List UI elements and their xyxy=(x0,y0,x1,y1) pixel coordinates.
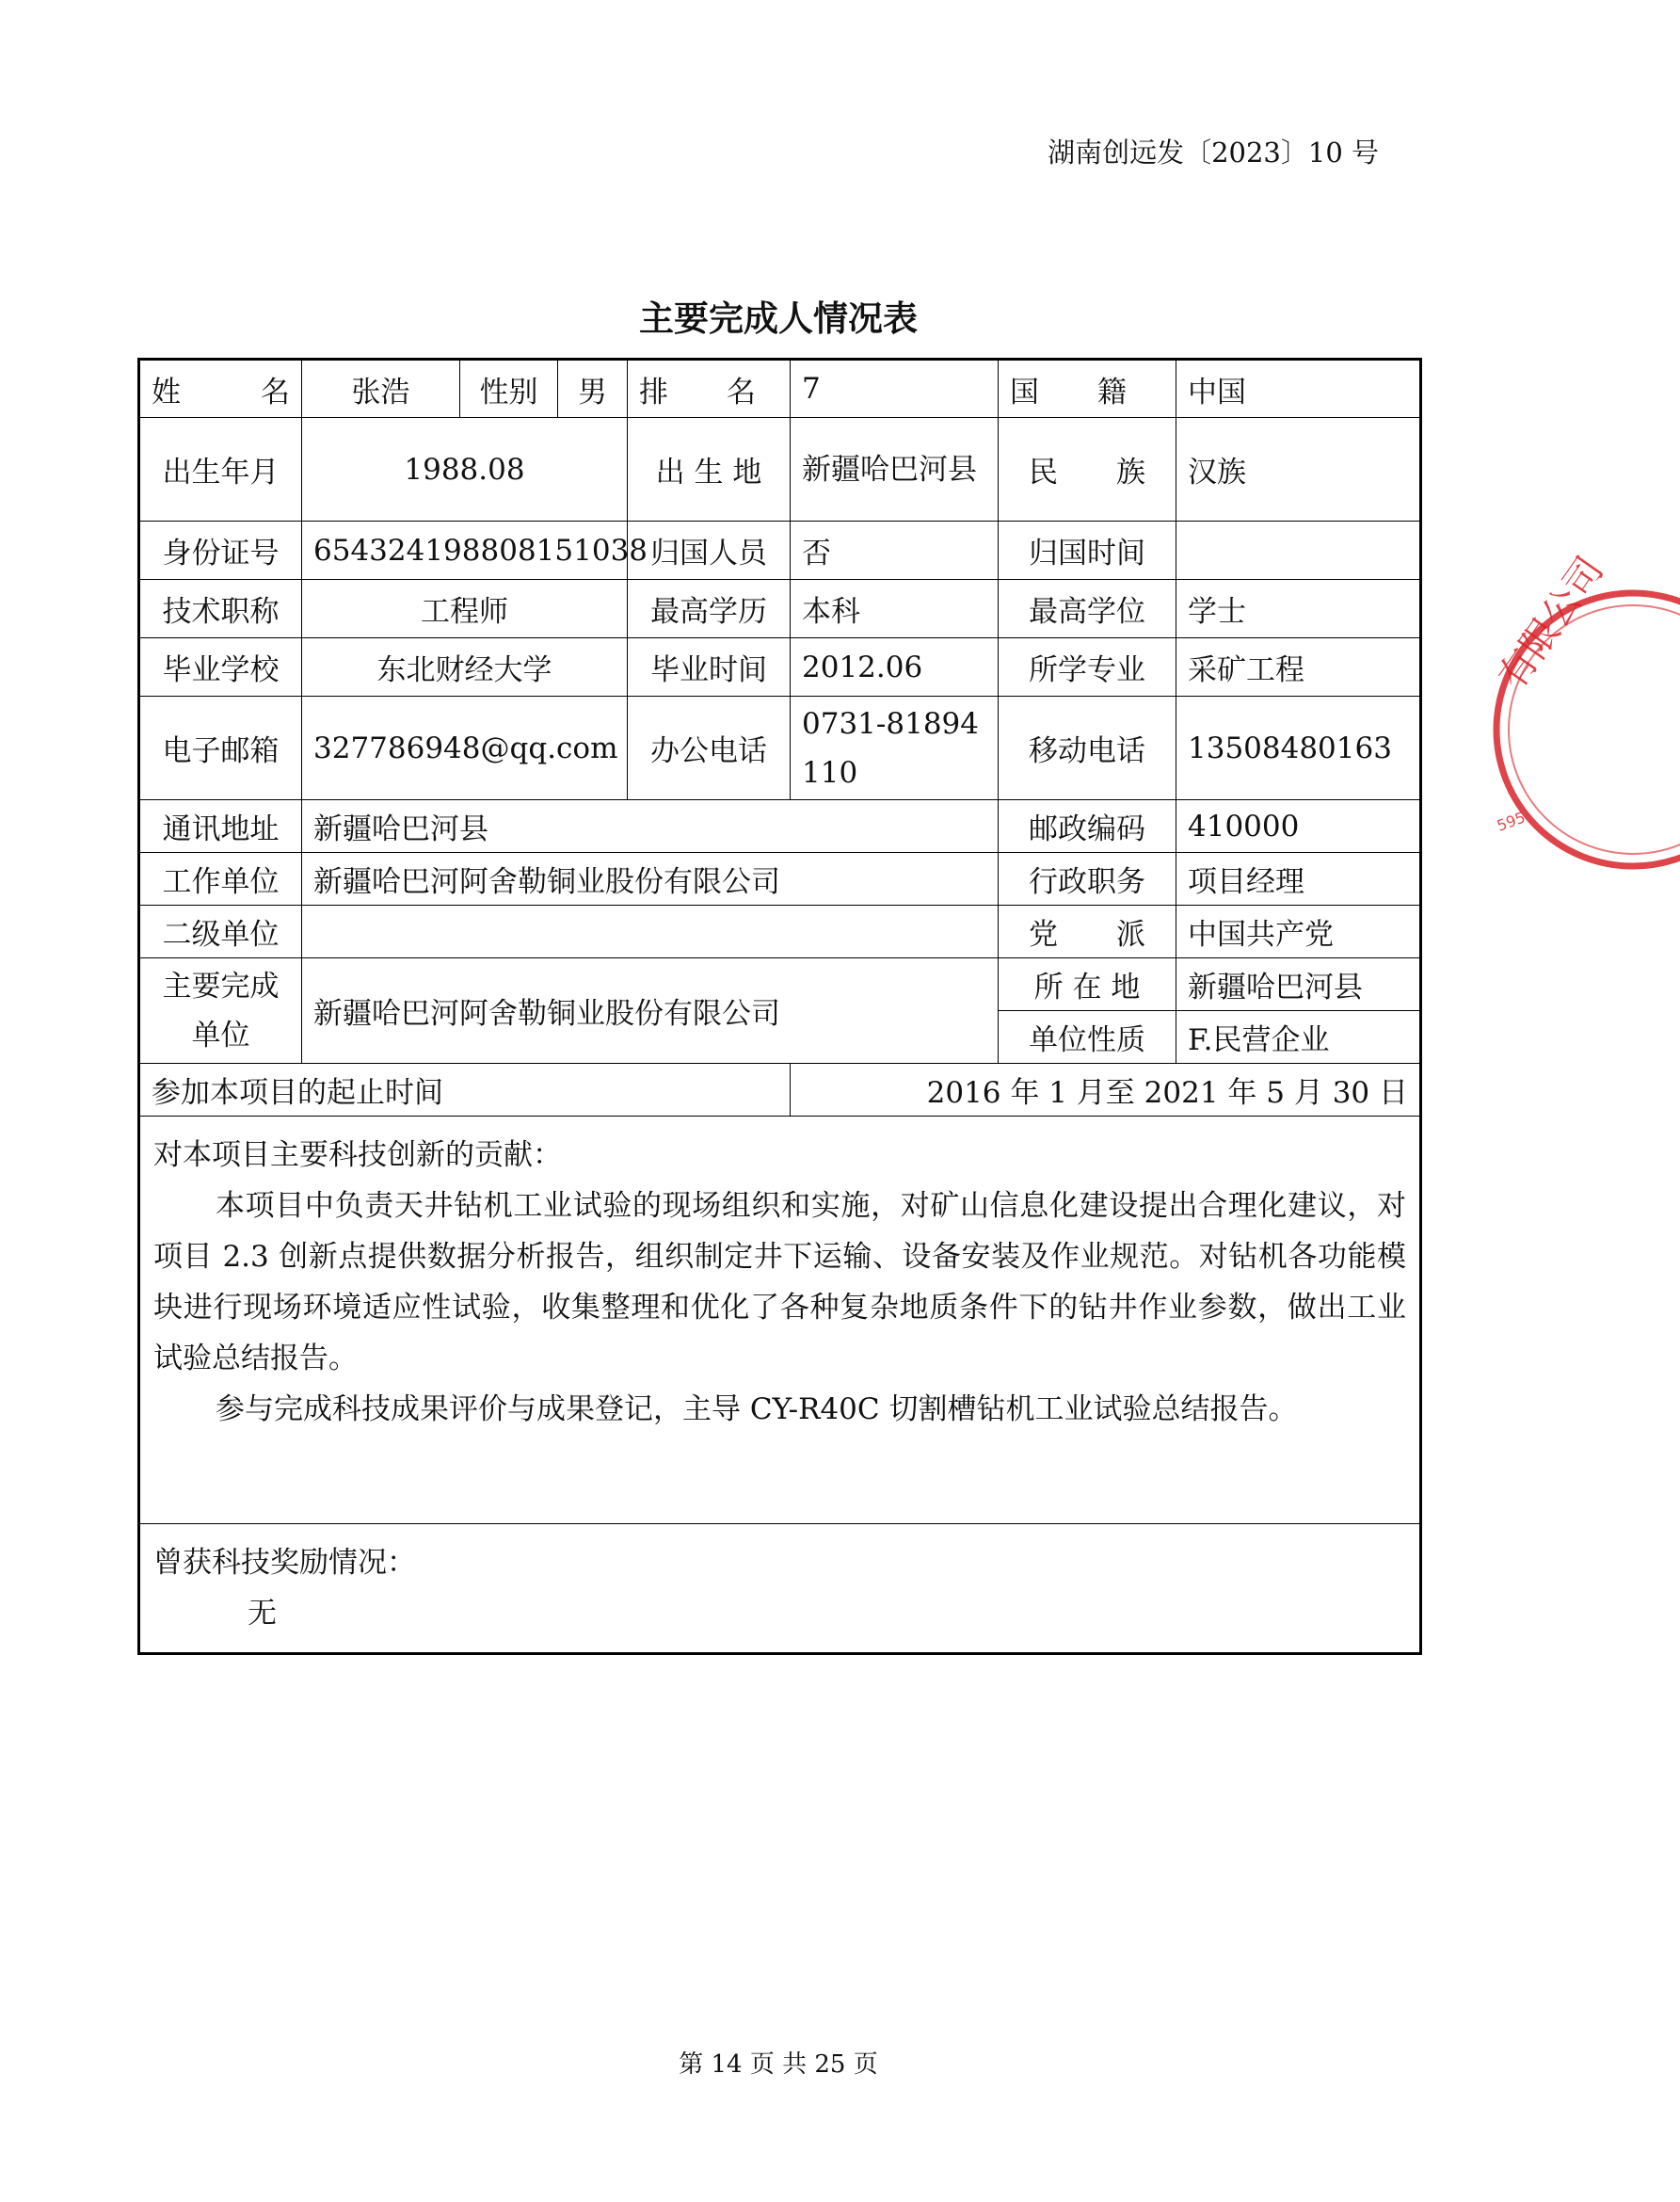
period-value: 2016 年 1 月至 2021 年 5 月 30 日 xyxy=(791,1064,1421,1117)
table-row xyxy=(139,853,1421,906)
birthplace-value: 新疆哈巴河县 xyxy=(791,418,999,522)
contribution-label: 对本项目主要科技创新的贡献： xyxy=(153,1138,562,1172)
tech-title-label: 技术职称 xyxy=(139,580,302,638)
page-number: 第 14 页 共 25 页 xyxy=(679,2050,878,2079)
table-row xyxy=(139,418,1421,522)
id-label: 身份证号 xyxy=(139,522,302,580)
postcode-value: 410000 xyxy=(1176,800,1421,853)
returnee-value: 否 xyxy=(791,522,999,580)
table-row xyxy=(139,1064,1421,1117)
return-time-label: 归国时间 xyxy=(999,522,1176,580)
table-row xyxy=(139,638,1421,697)
party-value: 中国共产党 xyxy=(1176,906,1421,958)
tech-title-value: 工程师 xyxy=(302,580,628,638)
employer-value: 新疆哈巴河阿舍勒铜业股份有限公司 xyxy=(302,853,999,906)
nationality-label: 国 籍 xyxy=(999,360,1176,418)
return-time-value xyxy=(1176,522,1421,580)
major-value: 采矿工程 xyxy=(1176,638,1421,697)
table-row xyxy=(139,697,1421,800)
unit-type-label: 单位性质 xyxy=(999,1011,1176,1064)
employer-label: 工作单位 xyxy=(139,853,302,906)
awards-label: 曾获科技奖励情况： xyxy=(153,1546,416,1580)
major-label: 所学专业 xyxy=(999,638,1176,697)
unit-type-value: F.民营企业 xyxy=(1176,1011,1421,1064)
gender-value: 男 xyxy=(558,360,628,418)
awards-section xyxy=(139,1524,1421,1654)
rank-label: 排 名 xyxy=(628,360,791,418)
awards-value: 无 xyxy=(248,1597,277,1631)
birth-label: 出生年月 xyxy=(139,418,302,522)
degree-value: 学士 xyxy=(1176,580,1421,638)
svg-text:595: 595 xyxy=(1494,808,1528,835)
document-number: 湖南创远发〔2023〕10 号 xyxy=(1048,137,1379,169)
school-value: 东北财经大学 xyxy=(302,638,628,697)
position-value: 项目经理 xyxy=(1176,853,1421,906)
secondary-unit-label: 二级单位 xyxy=(139,906,302,958)
school-label: 毕业学校 xyxy=(139,638,302,697)
main-unit-label: 主要完成单位 xyxy=(139,958,302,1064)
personnel-info-table xyxy=(137,358,1422,1655)
nationality-value: 中国 xyxy=(1176,360,1421,418)
office-phone-value: 0731-81894110 xyxy=(791,697,999,800)
page-title: 主要完成人情况表 xyxy=(639,298,918,339)
name-value: 张浩 xyxy=(302,360,460,418)
degree-label: 最高学位 xyxy=(999,580,1176,638)
grad-time-label: 毕业时间 xyxy=(628,638,791,697)
contribution-section xyxy=(139,1117,1421,1524)
table-row xyxy=(139,1117,1421,1524)
ethnicity-label: 民 族 xyxy=(999,418,1176,522)
table-row xyxy=(139,580,1421,638)
address-label: 通讯地址 xyxy=(139,800,302,853)
id-value: 654324198808151038 xyxy=(302,522,628,580)
mobile-value: 13508480163 xyxy=(1176,697,1421,800)
location-label: 所 在 地 xyxy=(999,958,1176,1011)
email-value: 327786948@qq.com xyxy=(302,697,628,800)
office-phone-label: 办公电话 xyxy=(628,697,791,800)
main-unit-value: 新疆哈巴河阿舍勒铜业股份有限公司 xyxy=(302,958,999,1064)
table-row xyxy=(139,906,1421,958)
secondary-unit-value xyxy=(302,906,999,958)
address-value: 新疆哈巴河县 xyxy=(302,800,999,853)
location-value: 新疆哈巴河县 xyxy=(1176,958,1421,1011)
position-label: 行政职务 xyxy=(999,853,1176,906)
birth-value: 1988.08 xyxy=(302,418,628,522)
contribution-paragraph: 参与完成科技成果评价与成果登记，主导 CY-R40C 切割槽钻机工业试验总结报告。 xyxy=(216,1392,1298,1426)
returnee-label: 归国人员 xyxy=(628,522,791,580)
svg-text:有限公司: 有限公司 xyxy=(1490,549,1612,698)
table-row xyxy=(139,360,1421,418)
email-label: 电子邮箱 xyxy=(139,697,302,800)
name-label: 姓 名 xyxy=(139,360,302,418)
grad-time-value: 2012.06 xyxy=(791,638,999,697)
ethnicity-value: 汉族 xyxy=(1176,418,1421,522)
table-row xyxy=(139,958,1421,1011)
period-label: 参加本项目的起止时间 xyxy=(139,1064,791,1117)
company-seal-stamp xyxy=(1490,549,1680,871)
gender-label: 性别 xyxy=(460,360,558,418)
table-row xyxy=(139,1524,1421,1654)
contribution-paragraph: 本项目中负责天井钻机工业试验的现场组织和实施，对矿山信息化建设提出合理化建议，对项目 2.3 创新点提供数据分析报告，组织制定井下运输、设备安装及作业规范。对钻机各功能模块进行现场环境适应性试验，收集整理和优化了各种复杂地质条件下的钻井作业参数，做出工业试验总结报告。 xyxy=(153,1189,1406,1375)
table-row xyxy=(139,522,1421,580)
mobile-label: 移动电话 xyxy=(999,697,1176,800)
party-label: 党 派 xyxy=(999,906,1176,958)
education-label: 最高学历 xyxy=(628,580,791,638)
postcode-label: 邮政编码 xyxy=(999,800,1176,853)
education-value: 本科 xyxy=(791,580,999,638)
rank-value: 7 xyxy=(791,360,999,418)
table-row xyxy=(139,800,1421,853)
birthplace-label: 出 生 地 xyxy=(628,418,791,522)
